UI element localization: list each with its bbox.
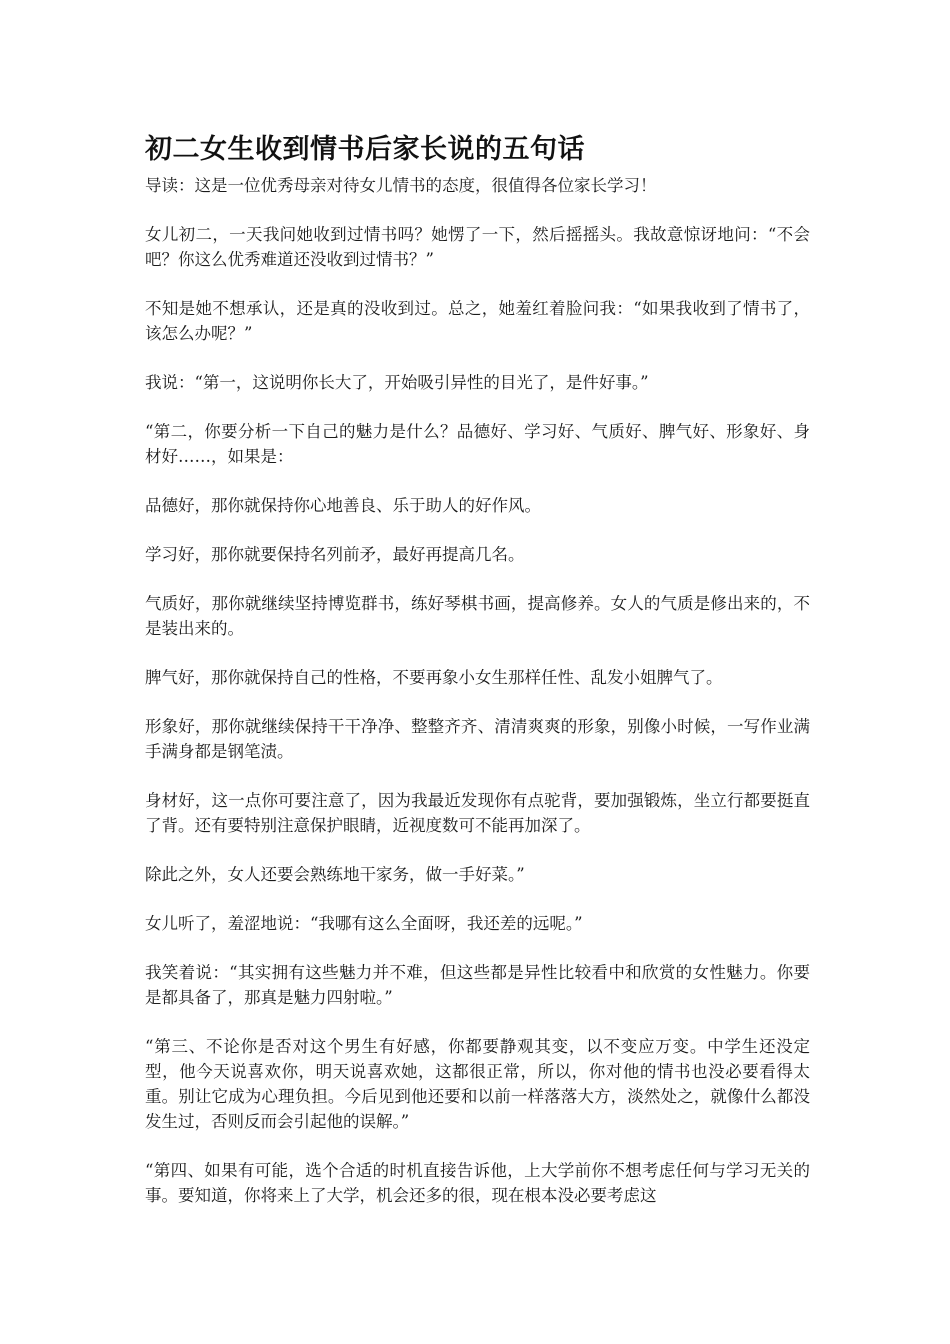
paragraph: 我说：“第一，这说明你长大了，开始吸引异性的目光了，是件好事。” xyxy=(145,373,649,392)
paragraph: “第四、如果有可能，选个合适的时机直接告诉他，上大学前你不想考虑任何与学习无关的事。要知道，你将来上了大学，机会还多的很，现在根本没必要考虑这 xyxy=(145,1161,810,1205)
paragraph: 身材好，这一点你可要注意了，因为我最近发现你有点驼背，要加强锻炼，坐立行都要挺直了背。还有要特别注意保护眼睛，近视度数可不能再加深了。 xyxy=(145,791,810,835)
paragraph: 脾气好，那你就保持自己的性格，不要再象小女生那样任性、乱发小姐脾气了。 xyxy=(145,668,723,687)
paragraph: “第三、不论你是否对这个男生有好感，你都要静观其变，以不变应万变。中学生还没定型，他今天说喜欢你，明天说喜欢她，这都很正常，所以，你对他的情书也没必要看得太重。别让它成为心理负担。今后见到他还要和以前一样落落大方，淡然处之，就像什么都没发生过，否则反而会引起他的误解。” xyxy=(145,1037,810,1131)
paragraph: 形象好，那你就继续保持干干净净、整整齐齐、清清爽爽的形象，别像小时候，一写作业满手满身都是钢笔渍。 xyxy=(145,717,810,761)
paragraph: 品德好，那你就保持你心地善良、乐于助人的好作风。 xyxy=(145,496,541,515)
paragraph: 女儿初二，一天我问她收到过情书吗？她愣了一下，然后摇摇头。我故意惊讶地问：“不会吧？你这么优秀难道还没收到过情书？” xyxy=(145,225,810,269)
paragraph: 气质好，那你就继续坚持博览群书，练好琴棋书画，提高修养。女人的气质是修出来的，不是装出来的。 xyxy=(145,594,810,638)
paragraph: 女儿听了，羞涩地说：“我哪有这么全面呀，我还差的远呢。” xyxy=(145,914,583,933)
document-title: 初二女生收到情书后家长说的五句话 xyxy=(145,134,585,165)
paragraph: 除此之外，女人还要会熟练地干家务，做一手好菜。” xyxy=(145,865,525,884)
intro-paragraph: 导读：这是一位优秀母亲对待女儿情书的态度，很值得各位家长学习！ xyxy=(145,176,657,195)
paragraph: 我笑着说：“其实拥有这些魅力并不难，但这些都是异性比较看中和欣赏的女性魅力。你要是都具备了，那真是魅力四射啦。” xyxy=(145,963,810,1007)
paragraph: 学习好，那你就要保持名列前矛，最好再提高几名。 xyxy=(145,545,525,564)
document-body xyxy=(145,131,810,1232)
paragraph: 不知是她不想承认，还是真的没收到过。总之，她羞红着脸问我：“如果我收到了情书了，该怎么办呢？” xyxy=(145,299,810,343)
paragraph: “第二，你要分析一下自己的魅力是什么？品德好、学习好、气质好、脾气好、形象好、身材好……，如果是： xyxy=(145,422,810,466)
